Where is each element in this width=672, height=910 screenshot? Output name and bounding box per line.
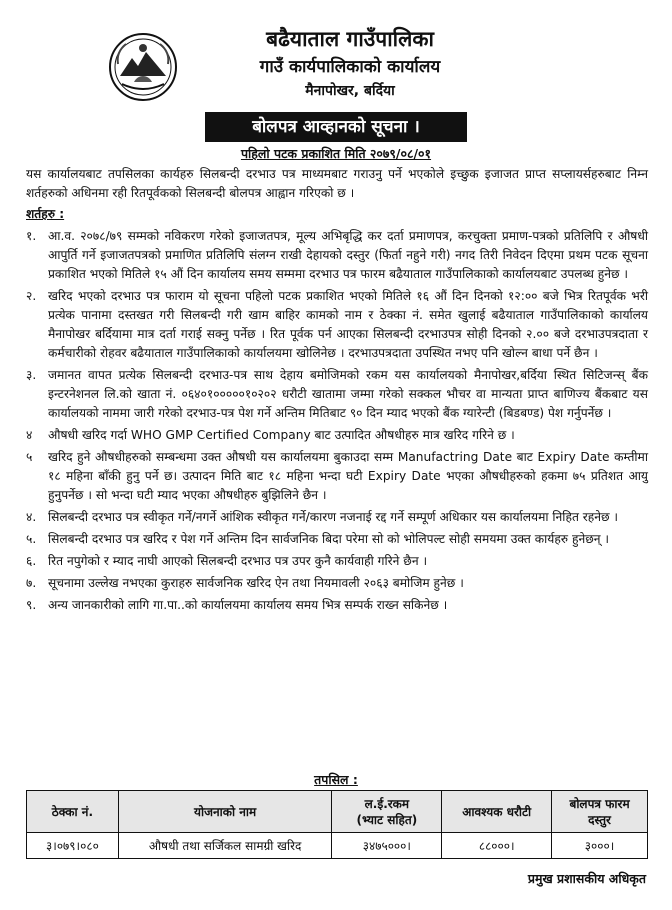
header-estimate-sub: (भ्याट सहित): [356, 812, 418, 827]
conditions-heading: शर्तहरु :: [26, 207, 65, 221]
table-row: [27, 833, 648, 859]
condition-text: अन्य जानकारीको लागि गा.पा..को कार्यालयमा कार्यालय समय भित्र सम्पर्क राख्न सकिनेछ ।: [48, 598, 448, 612]
condition-text: रित नपुगेको र म्याद नाघी आएको सिलबन्दी दरभाउ पत्र उपर कुनै कार्यवाही गरिने छैन ।: [48, 554, 428, 568]
conditions-list: [26, 227, 648, 615]
condition-item: [26, 552, 648, 571]
publication-date-text: पहिलो पटक प्रकाशित मिति २०७९/०८/०१: [240, 146, 432, 161]
header-deposit: आवश्यक धरौटी: [442, 791, 552, 833]
condition-number: १.: [26, 229, 37, 243]
office-name: गाउँ कार्यपालिकाको कार्यालय: [259, 57, 441, 77]
condition-text: खरिद हुने औषधीहरुको सम्बन्धमा उक्त औषधी यस कार्यालयमा बुकाउदा सम्म Manufactring Date बाट Expiry Date कम्तीमा १८ महिना बाँकी हुनु पर्ने छ। उत्पादन मिति बाट १८ महिना भन्दा घटी Expiry Date भएका औषधीहरुको हकमा ७५ प्रतिशत आयु हुनुपर्नेछ । सो भन्दा घटी म्याद भएका औषधीहरु बुझिलिने छैन ।: [48, 450, 648, 502]
details-table: [26, 790, 648, 859]
condition-item: [26, 366, 648, 423]
condition-number: ६.: [26, 554, 37, 568]
condition-item: [26, 574, 648, 593]
table-title: [0, 771, 672, 789]
header-estimate: [332, 791, 442, 833]
header-fee: [552, 791, 648, 833]
condition-item: [26, 426, 648, 445]
condition-item: [26, 508, 648, 527]
condition-item: [26, 530, 648, 549]
cell-estimate: ३४७५०००।: [332, 833, 442, 859]
condition-text: सूचनामा उल्लेख नभएका कुराहरु सार्वजनिक खरिद ऐन तथा नियमावली २०६३ बमोजिम हुनेछ ।: [48, 576, 464, 590]
title-block: [200, 24, 500, 102]
nepal-emblem-icon: [108, 32, 178, 102]
condition-number: ४: [26, 428, 33, 442]
condition-number: २.: [26, 289, 37, 303]
condition-item: [26, 596, 648, 615]
notice-body: [26, 165, 648, 618]
condition-number: ७.: [26, 576, 37, 590]
condition-item: [26, 448, 648, 505]
cell-deposit: ८८०००।: [442, 833, 552, 859]
header-fee-label: बोलपत्र फारम: [569, 796, 630, 811]
cell-contract-no: ३।०७९।०८०: [27, 833, 119, 859]
notice-title: बोलपत्र आव्हानको सूचना ।: [205, 112, 467, 142]
condition-text: आ.व. २०७८/७९ सम्मको नविकरण गरेको इजाजतपत्र, मूल्य अभिबृद्धि कर दर्ता प्रमाणपत्र, करचुक्ता प्रमाण-पत्रको प्रतिलिपि र औषधी आपुर्ति गर्ने इजाजतपत्रको प्रमाणित प्रतिलिपि संलग्न राखी देहायको दस्तुर (फिर्ता नहुने गरी) नगद तिरी निवेदन दिएमा प्रथम पटक सूचना प्रकाशित भएको मितिले १५ औं दिन कार्यालय समय सम्ममा दरभाउ पत्र फारम बढैयाताल गाउँपालिकाको कार्यालयबाट उपलब्ध हुनेछ ।: [48, 229, 648, 281]
header-fee-sub: दस्तुर: [588, 812, 611, 827]
condition-number: ४.: [26, 510, 37, 524]
publication-date: [0, 145, 672, 163]
org-name: बढैयाताल गाउँपालिका: [266, 27, 434, 51]
condition-text: औषधी खरिद गर्दा WHO GMP Certified Company बाट उत्पादित औषधीहरु मात्र खरिद गरिने छ ।: [48, 428, 515, 442]
condition-text: सिलबन्दी दरभाउ पत्र स्वीकृत गर्ने/नगर्ने आंशिक स्वीकृत गर्ने/कारण नजनाई रद्द गर्ने सम्पूर्ण अधिकार यस कार्यालयमा निहित रहनेछ ।: [48, 510, 619, 524]
condition-text: सिलबन्दी दरभाउ पत्र खरिद र पेश गर्ने अन्तिम दिन सार्वजनिक बिदा परेमा सो को भोलिपल्ट सोही समयमा उक्त कार्यहरु हुनेछन् ।: [48, 532, 610, 546]
intro-paragraph: यस कार्यालयबाट तपसिलका कार्यहरु सिलबन्दी दरभाउ पत्र माध्यमबाट गराउनु पर्ने भएकोले इच्छुक इजाजत प्राप्त सप्लायर्सहरुबाट निम्न शर्तहरुको अधिनमा रही रितपूर्वकको सिलबन्दी बोलपत्र आह्वान गरिएको छ ।: [26, 167, 648, 200]
cell-fee: ३०००।: [552, 833, 648, 859]
condition-text: जमानत वापत प्रत्येक सिलबन्दी दरभाउ-पत्र साथ देहाय बमोजिमको रकम यस कार्यालयको मैनापोखर,बर्दिया स्थित सिटिजन्स् बैंक इन्टरनेशनल लि.को खाता नं. ०६४०१०००००१०२०२ धरौटी खातामा जम्मा गरेको सक्कल भौचर वा मान्यता प्राप्त बाणिज्य बैंकबाट यस कार्यालयको नाममा जारी गरेको दरभाउ-पत्र पेश गर्ने अन्तिम मितिबाट ९० दिन म्याद भएको बैंक ग्यारेन्टी (बिडबण्ड) पेश गर्नुपर्नेछ ।: [48, 368, 648, 420]
header-estimate-label: ल.ई.रकम: [364, 796, 410, 811]
condition-number: ३.: [26, 368, 37, 382]
header-contract-no: ठेक्का नं.: [27, 791, 119, 833]
header-project-name: योजनाको नाम: [118, 791, 332, 833]
condition-number: ९.: [26, 598, 37, 612]
signature-title: प्रमुख प्रशासकीय अधिकृत: [527, 871, 646, 886]
table-header-row: [27, 791, 648, 833]
table-title-text: तपसिल :: [314, 772, 358, 787]
condition-text: खरिद भएको दरभाउ पत्र फाराम यो सूचना पहिलो पटक प्रकाशित भएको मितिले १६ औं दिन दिनको १२:०० बजे भित्र रितपूर्वक भरी प्रत्येक पानामा दस्तखत गरी सिलबन्दी गरी खाम बाहिर कामको नाम र ठेक्का नं. समेत खुलाई बढैयाताल गाउँपालिकाको कार्यालय मैनापोखर बर्दियामा मात्र दर्ता गराई सक्नु पर्नेछ । रित पूर्वक पर्न आएका सिलबन्दी दरभाउपत्र सोही दिनको २.०० बजे दरभाउपत्रदाता र कर्मचारीको रोहवर बढैयाताल गाउँपालिकाको कार्यालयमा खोलिनेछ । दरभाउपत्रदाता उपस्थित नभए पनि खोल्न बाधा पर्ने छैन ।: [48, 289, 648, 360]
condition-item: [26, 227, 648, 284]
condition-item: [26, 287, 648, 363]
office-location: मैनापोखर, बर्दिया: [305, 83, 395, 99]
cell-project-name: औषधी तथा सर्जिकल सामग्री खरिद: [118, 833, 332, 859]
condition-number: ५: [26, 450, 33, 464]
condition-number: ५.: [26, 532, 37, 546]
